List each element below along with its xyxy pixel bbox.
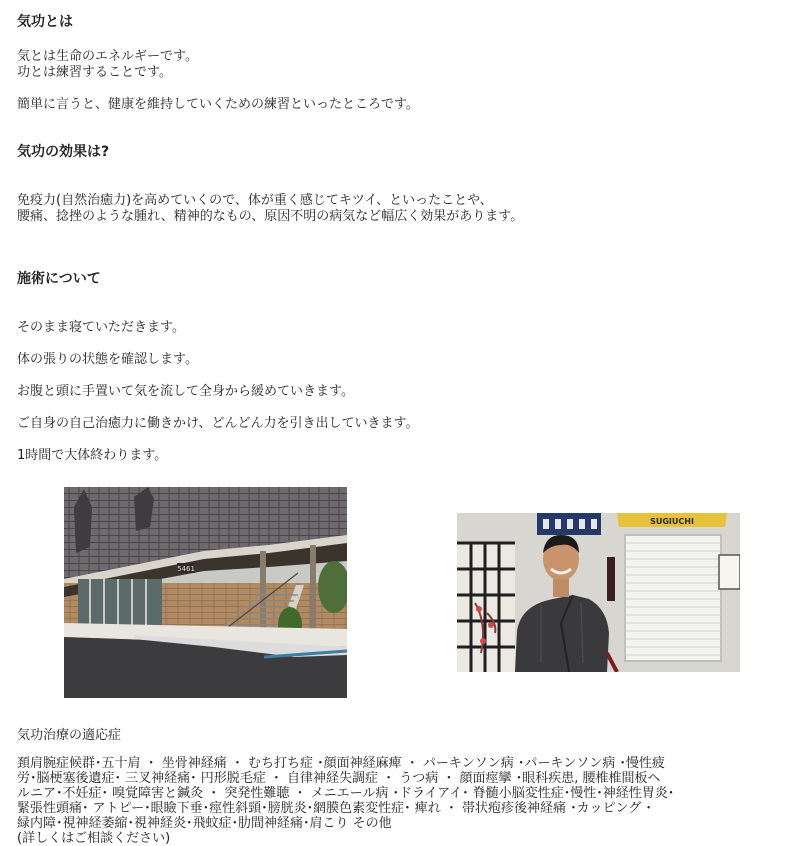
indications-line: 緑内障･視神経萎縮･視神経炎･飛蚊症･肋間神経痛･肩こり その他	[17, 816, 392, 831]
text-line: 気とは生命のエネルギーです。	[17, 49, 198, 64]
text-line: 簡単に言うと、健康を維持していくための練習といったところです。	[17, 97, 419, 112]
heading-treatment: 施術について	[17, 271, 101, 287]
indications-list	[17, 756, 787, 846]
building-number: 5461	[177, 565, 195, 573]
text-line: 腰痛、捻挫のような腫れ、精神的なもの、原因不明の病気など幅広く効果があります。	[17, 209, 524, 224]
text-line: 功とは練習することです。	[17, 65, 172, 80]
sign-text: SUGIUCHI	[650, 517, 694, 526]
heading-indications: 気功治療の適応症	[17, 728, 122, 743]
step-item: 1時間で大体終わります。	[17, 448, 168, 463]
indications-line: 頚肩腕症候群･五十肩 ・ 坐骨神経痛 ・ むち打ち症 ･顔面神経麻痺 ・ パーキンソン病 ･パーキンソン病 ･慢性疲	[17, 756, 665, 771]
step-item: ご自身の自己治癒力に働きかけ、どんどん力を引き出していきます。	[17, 416, 419, 431]
step-item: そのまま寝ていただきます。	[17, 320, 185, 335]
heading-effects: 気功の効果は?	[17, 144, 110, 160]
step-item: お腹と頭に手置いて気を流して全身から緩めていきます。	[17, 384, 354, 399]
indications-line: 労･脳梗塞後遺症･ 三叉神経痛･ 円形脱毛症 ・ 自律神経失調症 ・ うつ病 ・ 顔面痙攣 ･眼科疾患, 腰椎椎間板ヘ	[17, 771, 661, 786]
practitioner-photo	[457, 513, 740, 672]
heading-what-is-qigong: 気功とは	[17, 14, 73, 30]
indications-line: (詳しくはご相談ください)	[17, 831, 171, 846]
clinic-building-photo	[64, 487, 347, 698]
text-line: 免疫力(自然治癒力)を高めていくので、体が重く感じてキツイ、といったことや、	[17, 193, 493, 208]
step-item: 体の張りの状態を確認します。	[17, 352, 198, 367]
indications-line: 緊張性頭痛･ アトピー･眼瞼下垂･痙性斜頸･膀胱炎･網膜色素変性症･ 痺れ ・ 帯状疱疹後神経痛 ･カッピング ･	[17, 801, 652, 816]
indications-line: ルニア･不妊症･ 嗅覚障害と鍼灸 ・ 突発性難聴 ・ メニエール病 ･ドライアイ･ 脊髄小脳変性症･慢性･神経性胃炎･	[17, 786, 675, 801]
